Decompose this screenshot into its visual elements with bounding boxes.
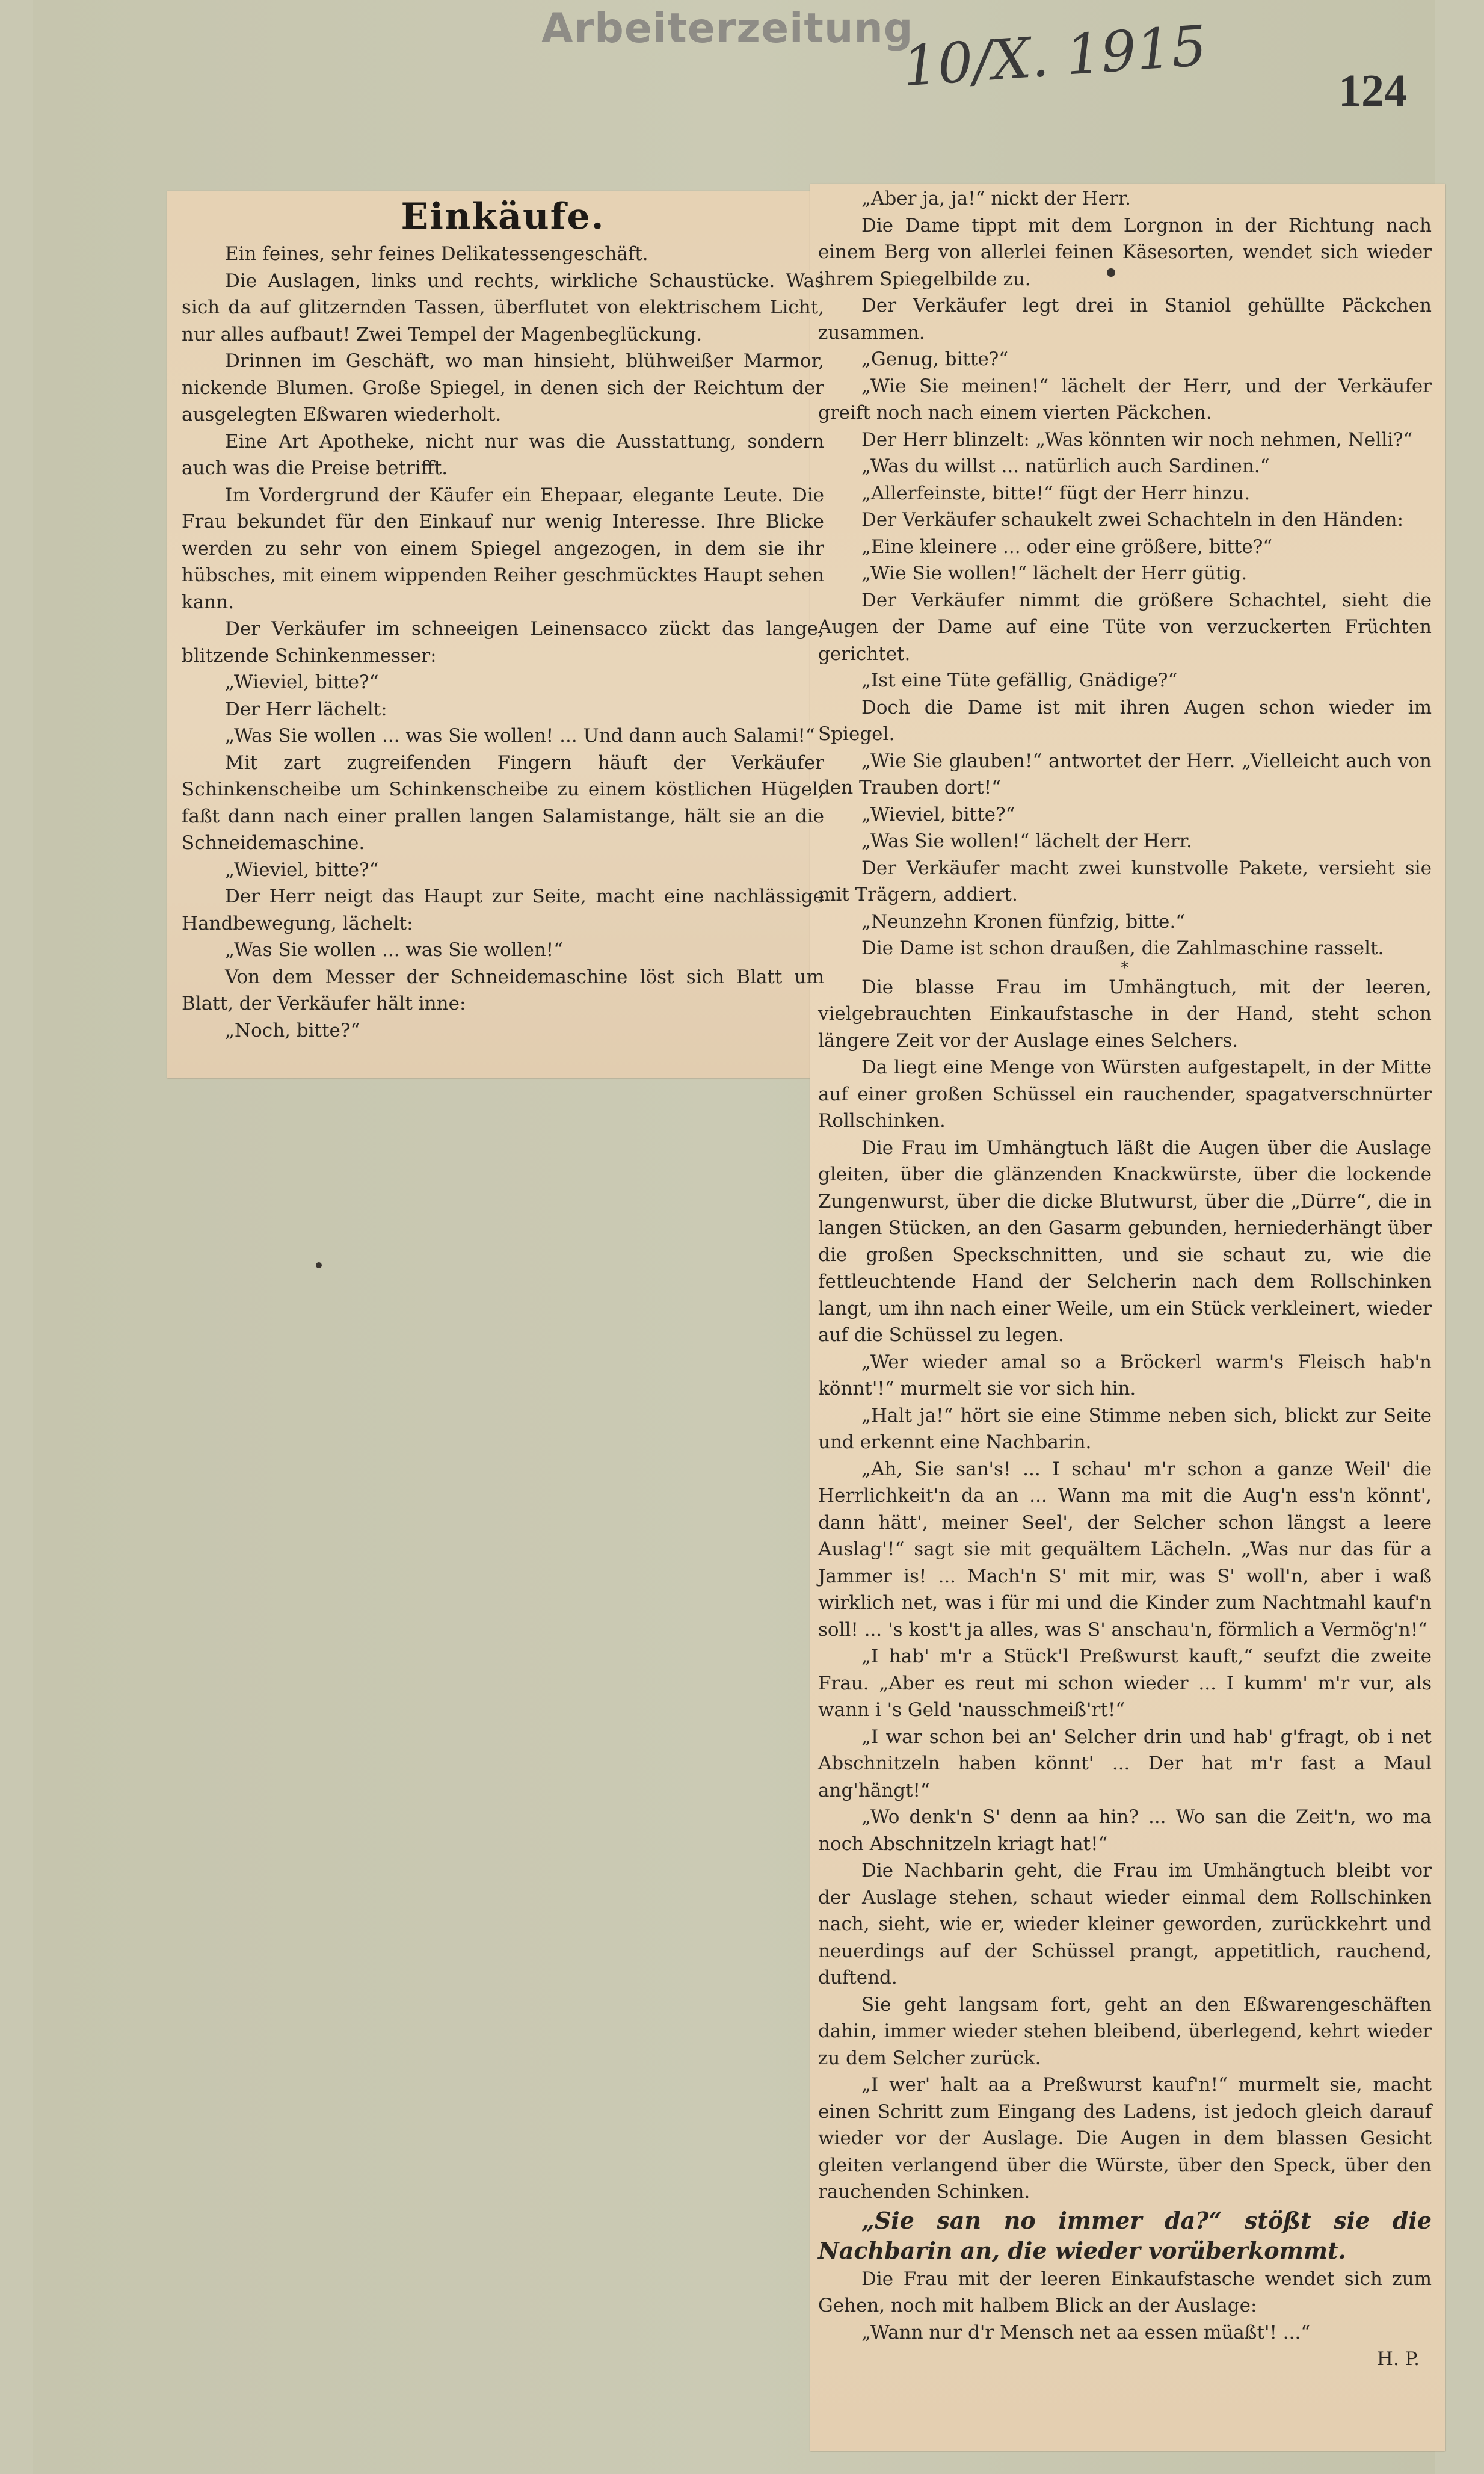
paragraph: Die Frau mit der leeren Einkaufstasche wendet sich zum Gehen, noch mit halbem Blick an der Auslage: — [818, 2268, 1432, 2316]
paragraph: „Wie Sie wollen!“ lächelt der Herr gütig. — [861, 563, 1248, 584]
paragraph: „Was Sie wollen ... was Sie wollen!“ — [225, 939, 564, 961]
paragraph: „Neunzehn Kronen fünfzig, bitte.“ — [861, 910, 1186, 933]
paragraph: „I war schon bei an' Selcher drin und hab' g'fragt, ob i net Abschnitzeln haben könnt' ... Der hat m'r fast a Maul ang'hängt!“ — [818, 1726, 1432, 1801]
paragraph: „Ah, Sie san's! ... I schau' m'r schon a ganze Weil' die Herrlichkeit'n da an ... Wann ma mit die Aug'n ess'n könnt', dann hätt', meiner Seel', der Selcher schon längst a leere Auslag'!“ sagt sie mit gequältem Lächeln. „Was nur das für a Jammer is! ... Mach'n S' mit mir, was S' woll'n, aber i waß wirklich net, was i für mi und die Kinder zum Nachtmahl kauf'n soll! ... 's kost't ja alles, was S' anschau'n, förmlich a Vermög'n!“ — [818, 1458, 1432, 1641]
newspaper-stamp: Arbeiterzeitung — [541, 5, 914, 52]
paragraph: Die Auslagen, links und rechts, wirkliche Schaustücke. Was sich da auf glitzernden Tassen, überflutet von elektrischem Licht, nur alles aufbaut! Zwei Tempel der Magenbeglückung. — [182, 270, 824, 345]
paragraph: Die Dame tippt mit dem Lorgnon in der Richtung nach einem Berg von allerlei feinen Käsesorten, wendet sich wieder ihrem Spiegelbilde zu. — [818, 214, 1432, 290]
author-signature: H. P. — [1376, 2348, 1420, 2370]
paragraph: Doch die Dame ist mit ihren Augen schon wieder im Spiegel. — [818, 696, 1432, 745]
paragraph: Der Herr neigt das Haupt zur Seite, macht eine nachlässige Handbewegung, lächelt: — [182, 886, 824, 934]
paragraph: „Noch, bitte?“ — [225, 1019, 360, 1041]
paragraph: Eine Art Apotheke, nicht nur was die Ausstattung, sondern auch was die Preise betrifft. — [182, 430, 824, 479]
paragraph: „Was Sie wollen ... was Sie wollen! ... Und dann auch Salami!“ — [225, 725, 815, 747]
paragraph: „Halt ja!“ hört sie eine Stimme neben sich, blickt zur Seite und erkennt eine Nachbarin. — [818, 1404, 1432, 1453]
paragraph: „I wer' halt aa a Preßwurst kauf'n!“ murmelt sie, macht einen Schritt zum Eingang des Ladens, ist jedoch gleich darauf wieder vor der Auslage. Die Augen in dem blassen Gesicht gleiten verlangend über die Würste, über den Speck, über den rauchenden Schinken. — [818, 2074, 1432, 2203]
paragraph: Da liegt eine Menge von Würsten aufgestapelt, in der Mitte auf einer großen Schüssel ein rauchender, spagatverschnürter Rollschinken. — [818, 1057, 1432, 1132]
paragraph: Im Vordergrund der Käufer ein Ehepaar, elegante Leute. Die Frau bekundet für den Einkauf nur wenig Interesse. Ihre Blicke werden zu sehr von einem Spiegel angezogen, in dem sie ihr hübsches, mit einem wippenden Reiher geschmücktes Haupt sehen kann. — [182, 484, 824, 613]
paragraph: Der Verkäufer im schneeigen Leinensacco zückt das lange, blitzende Schinkenmesser: — [182, 618, 824, 667]
article-title: Einkäufe. — [401, 196, 605, 238]
paragraph: „Wie Sie meinen!“ lächelt der Herr, und der Verkäufer greift noch nach einem vierten Päckchen. — [818, 375, 1432, 424]
paragraph: Der Verkäufer nimmt die größere Schachtel, sieht die Augen der Dame auf eine Tüte von verzuckerten Früchten gerichtet. — [818, 589, 1432, 665]
paragraph: „Wieviel, bitte?“ — [225, 671, 379, 693]
paragraph: „Wieviel, bitte?“ — [861, 803, 1015, 825]
paragraph: „Allerfeinste, bitte!“ fügt der Herr hinzu. — [861, 482, 1251, 504]
paragraph: Die Dame ist schon draußen, die Zahlmaschine rasselt. — [861, 937, 1384, 959]
paragraph: „Was Sie wollen!“ lächelt der Herr. — [861, 830, 1192, 852]
paragraph: „Was du willst ... natürlich auch Sardinen.“ — [861, 455, 1270, 477]
paragraph: „Wann nur d'r Mensch net aa essen müaßt'! ...“ — [861, 2321, 1311, 2343]
paragraph: „Wer wieder amal so a Bröckerl warm's Fleisch hab'n könnt'!“ murmelt sie vor sich hin. — [818, 1351, 1432, 1399]
paragraph: „Wieviel, bitte?“ — [225, 859, 379, 881]
paragraph: „Wo denk'n S' denn aa hin? ... Wo san die Zeit'n, wo ma noch Abschnitzeln kriagt hat!“ — [818, 1806, 1432, 1855]
paragraph: „Ist eine Tüte gefällig, Gnädige?“ — [861, 670, 1178, 691]
ink-spot — [1107, 268, 1115, 277]
paragraph: „Wie Sie glauben!“ antwortet der Herr. „Vielleicht auch von den Trauben dort!“ — [818, 750, 1432, 798]
column-left — [182, 241, 824, 1044]
paragraph: Mit zart zugreifenden Fingern häuft der Verkäufer Schinkenscheibe um Schinkenscheibe zu einem köstlichen Hügel, faßt dann nach einer prallen langen Salamistange, hält sie an die Schneidemaschine. — [182, 751, 824, 854]
paragraph: Der Verkäufer macht zwei kunstvolle Pakete, versieht sie mit Trägern, addiert. — [818, 857, 1432, 905]
paragraph: Sie geht langsam fort, geht an den Eßwarengeschäften dahin, immer wieder stehen bleibend, überlegend, kehrt wieder zu dem Selcher zurück. — [818, 1993, 1432, 2069]
paragraph: „Genug, bitte?“ — [861, 348, 1009, 370]
section-separator: * — [1121, 958, 1129, 977]
paragraph: Drinnen im Geschäft, wo man hinsieht, blühweißer Marmor, nickende Blumen. Große Spiegel, in denen sich der Reichtum der ausgelegten Eßwaren wiederholt. — [182, 350, 824, 425]
paragraph: „Aber ja, ja!“ nickt der Herr. — [861, 188, 1131, 209]
paragraph: Ein feines, sehr feines Delikatessengeschäft. — [225, 243, 648, 265]
ink-spot — [316, 1262, 322, 1268]
paragraph-emphasis: „Sie san no immer da?“ stößt sie die Nachbarin an, die wieder vorüberkommt. — [818, 2206, 1432, 2264]
paragraph: Der Herr lächelt: — [225, 698, 387, 720]
paragraph: Die Frau im Umhängtuch läßt die Augen über die Auslage gleiten, über die glänzenden Knackwürste, über die lockende Zungenwurst, über die dicke Blutwurst, über die „Dürre“, die in langen Stücken, an den Gasarm gebunden, herniederhängt über die großen Speckschnitten, und sie schaut zu, wie die fettleuchtende Hand der Selcherin nach dem Rollschinken langt, um ihn nach einer Weile, um ein Stück verkleinert, wieder auf die Schüssel zu legen. — [818, 1137, 1432, 1346]
handwritten-date: 10/X. 1915 — [900, 13, 1209, 99]
paragraph: „I hab' m'r a Stück'l Preßwurst kauft,“ seufzt die zweite Frau. „Aber es reut mi schon wieder ... I kumm' m'r vur, als wann i 's Geld 'nausschmeiß'rt!“ — [818, 1646, 1432, 1721]
paragraph: Der Herr blinzelt: „Was könnten wir noch nehmen, Nelli?“ — [861, 428, 1413, 451]
page-number: 124 — [1338, 66, 1407, 116]
paragraph: Der Verkäufer legt drei in Staniol gehüllte Päckchen zusammen. — [818, 295, 1432, 344]
paragraph: Von dem Messer der Schneidemaschine löst sich Blatt um Blatt, der Verkäufer hält inne: — [182, 966, 824, 1014]
column-right — [818, 185, 1432, 2373]
paragraph: Die blasse Frau im Umhängtuch, mit der leeren, vielgebrauchten Einkaufstasche in der Hand, steht schon längere Zeit vor der Auslage eines Selchers. — [818, 976, 1432, 1052]
paragraph: Der Verkäufer schaukelt zwei Schachteln in den Händen: — [861, 509, 1404, 531]
paragraph: Die Nachbarin geht, die Frau im Umhängtuch bleibt vor der Auslage stehen, schaut wieder einmal dem Rollschinken nach, sieht, wie er, wieder kleiner geworden, zurückkehrt und neuerdings auf der Schüssel prangt, appetitlich, rauchend, duftend. — [818, 1860, 1432, 1988]
paragraph: „Eine kleinere ... oder eine größere, bitte?“ — [861, 535, 1273, 558]
